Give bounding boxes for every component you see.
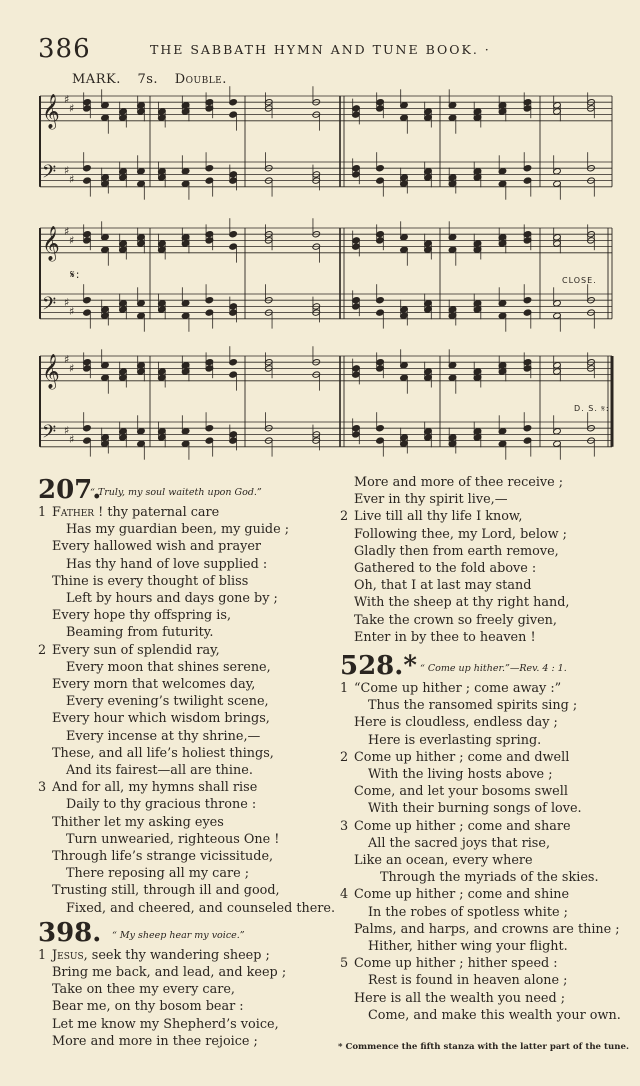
verse-line: [38, 964, 338, 981]
verse-text: Turn unwearied, righteous One !: [66, 831, 280, 847]
verse-line: [38, 848, 338, 865]
verse-text: “Come up hither ; come away :”: [354, 681, 562, 697]
treble-clef: 𝄞: [42, 94, 60, 129]
verse-text: Every morn that welcomes day,: [52, 677, 256, 693]
hymn-epigraph: “ My sheep hear my voice.”: [112, 929, 245, 941]
verse-line: [38, 693, 338, 710]
verse-line: [340, 526, 630, 543]
verse-line: [340, 766, 630, 783]
stanza-number: 2: [340, 749, 349, 765]
verse-line: [38, 998, 338, 1015]
key-signature: ♯: [64, 225, 70, 238]
key-signature: ♯: [69, 305, 75, 318]
key-signature: ♯: [69, 362, 75, 375]
verse-text: Every hour which wisdom brings,: [52, 711, 270, 727]
verse-line: [340, 629, 630, 646]
verse-line: [340, 577, 630, 594]
key-signature: ♯: [69, 234, 75, 247]
verse-line: [340, 800, 630, 817]
stanza-number: 1: [340, 681, 349, 697]
verse-text: Every incense at thy shrine,—: [66, 728, 261, 744]
verse-text: Thus the ransomed spirits sing ;: [368, 698, 578, 714]
verse-line: [340, 955, 630, 972]
verse-text: In the robes of spotless white ;: [368, 904, 568, 920]
verse-text: And for all, my hymns shall rise: [52, 780, 258, 796]
verse-text: With their burning songs of love.: [368, 801, 582, 817]
stanza-number: 2: [340, 509, 349, 525]
hymn-epigraph: “ Come up hither.”—Rev. 4 : 1.: [420, 663, 567, 675]
verse-line: [340, 508, 630, 525]
verse-text: Every hallowed wish and prayer: [52, 539, 262, 555]
verse-line: [38, 1033, 338, 1050]
music-score: [0, 0, 640, 470]
verse-line: [38, 981, 338, 998]
verse-text: Let me know my Shepherd’s voice,: [52, 1016, 279, 1032]
verse-text: Bear me, on thy bosom bear :: [52, 999, 244, 1015]
stanza-number: 2: [38, 642, 47, 658]
verse-line: [38, 882, 338, 899]
verse-text: Father ! thy paternal care: [52, 505, 220, 520]
verse-text: And its fairest—all are thine.: [66, 763, 253, 779]
verse-text: Every hope thy offspring is,: [52, 608, 232, 624]
verse-text: These, and all life’s holiest things,: [52, 745, 274, 761]
verse-line: [38, 900, 338, 917]
verse-text: Thine is every thought of bliss: [52, 573, 249, 589]
tune-name: MARK.: [72, 72, 121, 87]
verse-text: Ever in thy spirit live,—: [354, 492, 508, 508]
verse-line: [340, 818, 630, 835]
stanza-number: 3: [38, 780, 47, 796]
key-signature: ♯: [64, 424, 70, 437]
key-signature: ♯: [64, 93, 70, 106]
footnote: * Commence the fifth stanza with the latter part of the tune.: [338, 1042, 629, 1052]
verse-text: Live till all thy life I know,: [354, 509, 523, 525]
key-signature: ♯: [69, 173, 75, 186]
verse-text: Come up hither ; come and shine: [354, 887, 570, 903]
verse-text: More and more of thee receive ;: [354, 475, 564, 490]
verse-text: Gladly then from earth remove,: [354, 543, 559, 559]
verse-line: [340, 612, 630, 629]
verse-line: [340, 938, 630, 955]
verse-text: Beaming from futurity.: [66, 625, 214, 641]
verse-line: [38, 521, 338, 538]
verse-line: [38, 676, 338, 693]
verse-text: Here is cloudless, endless day ;: [354, 715, 558, 731]
verse-text: All the sacred joys that rise,: [368, 835, 551, 851]
stanza-number: 5: [340, 956, 349, 972]
verse-line: [340, 474, 630, 491]
verse-text: Come up hither ; come and dwell: [354, 749, 570, 765]
bass-clef: 𝄢: [42, 422, 57, 447]
verse-text: Thither let my asking eyes: [52, 814, 224, 830]
stanza-number: 1: [38, 947, 47, 963]
verse-line: [38, 590, 338, 607]
verse-text: Has thy hand of love supplied :: [66, 556, 268, 572]
key-signature: ♯: [64, 296, 70, 309]
verse-line: [340, 732, 630, 749]
verse-line: [38, 710, 338, 727]
verse-text: Following thee, my Lord, below ;: [354, 526, 567, 542]
verse-line: [340, 1007, 630, 1024]
stanza-number: 1: [38, 505, 47, 520]
segno-sign: 𝄋:: [70, 268, 81, 281]
verse-line: [340, 990, 630, 1007]
verse-text: Oh, that I at last may stand: [354, 578, 532, 594]
verse-line: [38, 624, 338, 641]
key-signature: ♯: [69, 433, 75, 446]
stanza-number: 3: [340, 818, 349, 834]
verse-line: [38, 728, 338, 745]
verse-text: Through the myriads of the skies.: [380, 870, 599, 886]
verse-line: [340, 749, 630, 766]
verse-line: [340, 835, 630, 852]
verse-line: [340, 783, 630, 800]
hymn-heading: [340, 652, 630, 680]
running-title: THE SABBATH HYMN AND TUNE BOOK. ·: [150, 42, 491, 57]
verse-text: With the sheep at thy right hand,: [354, 595, 570, 611]
verse-text: Gathered to the fold above :: [354, 561, 537, 577]
verse-text: Here is all the wealth you need ;: [354, 990, 566, 1006]
key-signature: ♯: [69, 102, 75, 115]
verse-line: [38, 642, 338, 659]
verse-text: Take the crown so freely given,: [354, 612, 557, 628]
verse-line: [340, 852, 630, 869]
verse-line: [340, 680, 630, 697]
verse-text: Bring me back, and lead, and keep ;: [52, 965, 287, 981]
verse-line: [38, 865, 338, 882]
verse-line: [38, 607, 338, 624]
bass-clef: 𝄢: [42, 162, 57, 187]
verse-line: [340, 869, 630, 886]
verse-text: There reposing all my care ;: [66, 866, 250, 882]
verse-text: Here is everlasting spring.: [368, 732, 542, 748]
hymn-number: 207.: [38, 475, 102, 505]
verse-text: Left by hours and days gone by ;: [66, 591, 278, 607]
verse-line: [38, 947, 338, 964]
verse-line: [340, 560, 630, 577]
verse-text: Enter in by thee to heaven !: [354, 629, 536, 645]
verse-text: Come up hither ; hither speed :: [354, 956, 558, 972]
bass-clef: 𝄢: [42, 294, 57, 319]
verse-line: [340, 714, 630, 731]
verse-line: [38, 745, 338, 762]
hymn-number: 398.: [38, 917, 102, 948]
verse-line: [340, 972, 630, 989]
verse-line: [38, 573, 338, 590]
verse-text: Like an ocean, every where: [354, 853, 533, 869]
verse-text: Rest is found in heaven alone ;: [368, 973, 568, 989]
treble-clef: 𝄞: [42, 354, 60, 389]
hymn-heading: [38, 476, 338, 504]
tune-form: Double.: [174, 72, 227, 87]
key-signature: ♯: [64, 353, 70, 366]
verse-text: Jesus, seek thy wandering sheep ;: [52, 947, 270, 963]
verse-text: Come, and let your bosoms swell: [354, 784, 568, 800]
verse-line: [340, 886, 630, 903]
stanza-number: 4: [340, 887, 349, 903]
tune-meter: 7s.: [137, 72, 159, 87]
hymn-heading: [38, 919, 338, 947]
verse-text: More and more in thee rejoice ;: [52, 1033, 258, 1049]
verse-text: Through life’s strange vicissitude,: [52, 849, 274, 865]
hymn-number: 528.*: [340, 651, 417, 682]
verse-text: With the living hosts above ;: [368, 767, 553, 783]
verse-text: Has my guardian been, my guide ;: [66, 522, 290, 538]
verse-line: [38, 659, 338, 676]
verse-line: [38, 762, 338, 779]
verse-text: Hither, hither wing your flight.: [368, 939, 568, 955]
verse-line: [38, 538, 338, 555]
verse-text: Come, and make this wealth your own.: [368, 1007, 621, 1023]
verse-line: [340, 543, 630, 560]
verse-text: Trusting still, through ill and good,: [52, 883, 280, 899]
verse-line: [38, 779, 338, 796]
verse-line: [38, 504, 338, 521]
verse-text: Daily to thy gracious throne :: [66, 797, 257, 813]
verse-line: [38, 814, 338, 831]
verse-text: Palms, and harps, and crowns are thine ;: [354, 921, 620, 937]
close-mark: CLOSE.: [562, 276, 597, 285]
verse-line: [38, 556, 338, 573]
verse-line: [340, 904, 630, 921]
verse-line: [38, 796, 338, 813]
verse-line: [340, 594, 630, 611]
verse-line: [38, 1016, 338, 1033]
verse-text: Take on thee my every care,: [52, 982, 235, 998]
right-column: [340, 474, 630, 1024]
verse-text: Every sun of splendid ray,: [52, 642, 220, 658]
treble-clef: 𝄞: [42, 226, 60, 261]
dal-segno-mark: D. S. 𝄋:: [574, 404, 610, 413]
hymn-epigraph: “ Truly, my soul waiteth upon God.”: [90, 487, 262, 498]
verse-line: [340, 921, 630, 938]
verse-line: [340, 697, 630, 714]
verse-text: Every evening’s twilight scene,: [66, 694, 269, 710]
verse-text: Come up hither ; come and share: [354, 818, 571, 834]
verse-text: Every moon that shines serene,: [66, 659, 271, 675]
verse-text: Fixed, and cheered, and counseled there.: [66, 900, 336, 916]
verse-line: [38, 831, 338, 848]
page-number: 386: [38, 34, 91, 64]
key-signature: ♯: [64, 164, 70, 177]
verse-line: [340, 491, 630, 508]
left-column: [38, 474, 338, 1050]
